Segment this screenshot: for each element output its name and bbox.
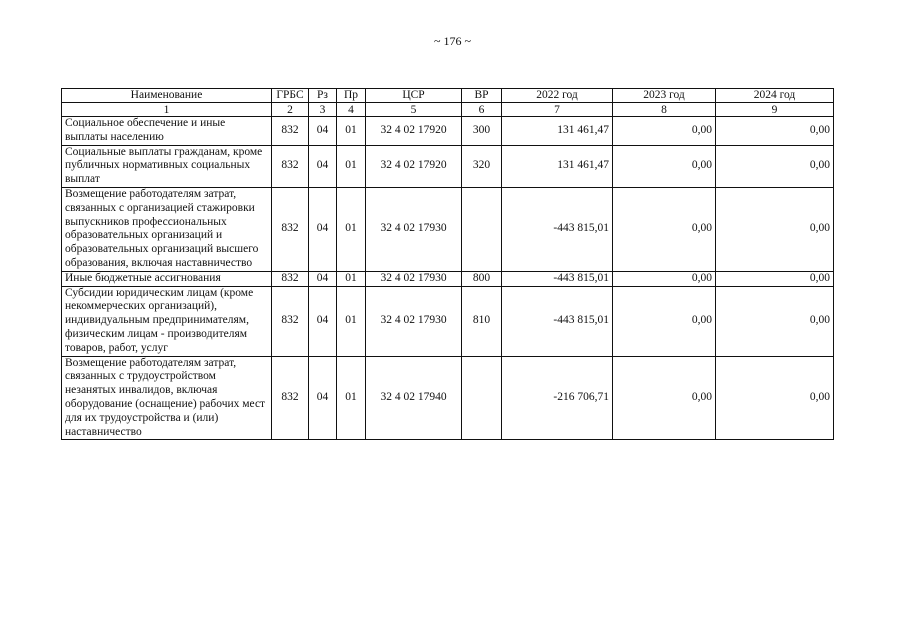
row-grbs: 832: [272, 117, 309, 146]
table-row: [62, 187, 834, 271]
header-2023: 2023 год: [613, 89, 716, 103]
row-name: Возмещение работодателям затрат, связанных с трудоустройством незанятых инвалидов, включая оборудование (оснащение) рабочих мест для их трудоустройства и (или) наставничество: [62, 356, 272, 440]
header-csr: ЦСР: [366, 89, 462, 103]
column-number-row: [62, 103, 834, 117]
row-vr: [462, 187, 502, 271]
row-2022: -443 815,01: [502, 187, 613, 271]
row-rz: 04: [309, 271, 337, 286]
column-number: 5: [366, 103, 462, 117]
row-pr: 01: [337, 356, 366, 440]
row-2024: 0,00: [716, 145, 834, 187]
row-vr: 300: [462, 117, 502, 146]
header-name: Наименование: [62, 89, 272, 103]
column-number: 7: [502, 103, 613, 117]
row-vr: 810: [462, 286, 502, 356]
row-csr: 32 4 02 17940: [366, 356, 462, 440]
row-pr: 01: [337, 286, 366, 356]
row-2022: -443 815,01: [502, 286, 613, 356]
row-grbs: 832: [272, 145, 309, 187]
table-row: [62, 145, 834, 187]
header-2024: 2024 год: [716, 89, 834, 103]
row-name: Иные бюджетные ассигнования: [62, 271, 272, 286]
row-rz: 04: [309, 117, 337, 146]
header-grbs: ГРБС: [272, 89, 309, 103]
row-2024: 0,00: [716, 356, 834, 440]
row-rz: 04: [309, 187, 337, 271]
row-vr: [462, 356, 502, 440]
row-2023: 0,00: [613, 145, 716, 187]
row-2023: 0,00: [613, 356, 716, 440]
row-2023: 0,00: [613, 271, 716, 286]
table-row: [62, 271, 834, 286]
header-2022: 2022 год: [502, 89, 613, 103]
row-2024: 0,00: [716, 286, 834, 356]
header-vr: ВР: [462, 89, 502, 103]
column-number: 6: [462, 103, 502, 117]
row-2024: 0,00: [716, 117, 834, 146]
column-number: 9: [716, 103, 834, 117]
row-2022: -443 815,01: [502, 271, 613, 286]
row-pr: 01: [337, 117, 366, 146]
table-row: [62, 356, 834, 440]
row-2022: 131 461,47: [502, 145, 613, 187]
row-csr: 32 4 02 17930: [366, 286, 462, 356]
row-name: Социальные выплаты гражданам, кроме публичных нормативных социальных выплат: [62, 145, 272, 187]
row-vr: 320: [462, 145, 502, 187]
row-2023: 0,00: [613, 117, 716, 146]
column-number: 2: [272, 103, 309, 117]
budget-table: [61, 88, 834, 440]
row-pr: 01: [337, 271, 366, 286]
column-number: 3: [309, 103, 337, 117]
row-rz: 04: [309, 356, 337, 440]
row-pr: 01: [337, 187, 366, 271]
column-number: 1: [62, 103, 272, 117]
row-vr: 800: [462, 271, 502, 286]
row-grbs: 832: [272, 286, 309, 356]
row-2022: -216 706,71: [502, 356, 613, 440]
column-number: 8: [613, 103, 716, 117]
row-name: Возмещение работодателям затрат, связанных с организацией стажировки выпускников профессиональных образовательных организаций и образовательных организаций высшего образования, включая наставничество: [62, 187, 272, 271]
column-number: 4: [337, 103, 366, 117]
row-pr: 01: [337, 145, 366, 187]
row-grbs: 832: [272, 271, 309, 286]
row-name: Социальное обеспечение и иные выплаты населению: [62, 117, 272, 146]
row-rz: 04: [309, 286, 337, 356]
table-row: [62, 117, 834, 146]
row-csr: 32 4 02 17920: [366, 145, 462, 187]
page-number: ~ 176 ~: [434, 34, 471, 48]
row-grbs: 832: [272, 356, 309, 440]
row-rz: 04: [309, 145, 337, 187]
header-row: [62, 89, 834, 103]
row-csr: 32 4 02 17930: [366, 271, 462, 286]
row-2024: 0,00: [716, 187, 834, 271]
row-2023: 0,00: [613, 286, 716, 356]
header-pr: Пр: [337, 89, 366, 103]
row-2024: 0,00: [716, 271, 834, 286]
row-name: Субсидии юридическим лицам (кроме некоммерческих организаций), индивидуальным предпринимателям, физическим лицам - производителям товаров, работ, услуг: [62, 286, 272, 356]
table-row: [62, 286, 834, 356]
header-rz: Рз: [309, 89, 337, 103]
row-2023: 0,00: [613, 187, 716, 271]
row-grbs: 832: [272, 187, 309, 271]
row-2022: 131 461,47: [502, 117, 613, 146]
row-csr: 32 4 02 17930: [366, 187, 462, 271]
row-csr: 32 4 02 17920: [366, 117, 462, 146]
